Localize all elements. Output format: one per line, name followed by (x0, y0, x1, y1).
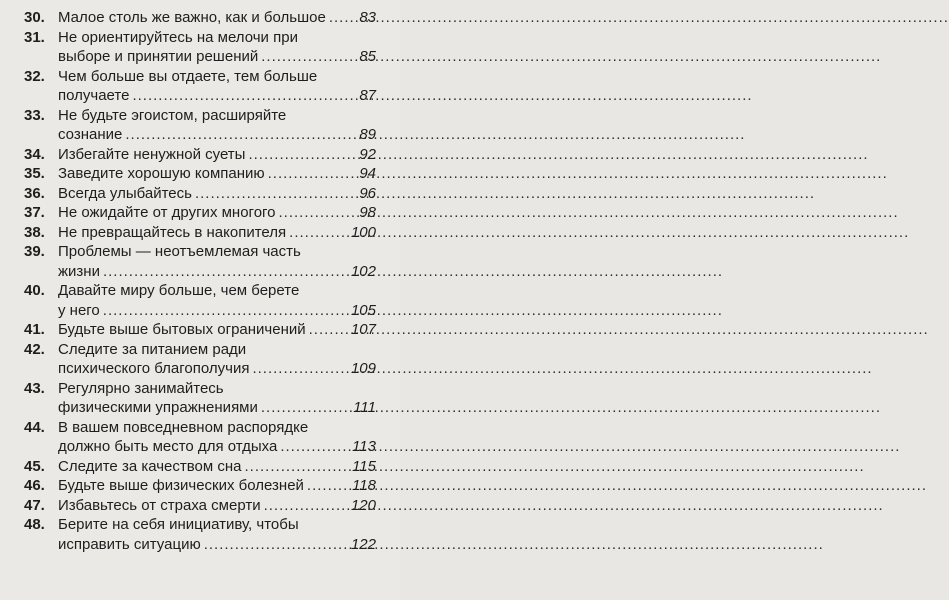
toc-entry-title: Чем больше вы отдаете, тем больше (58, 67, 318, 85)
toc-entry-line (58, 301, 376, 321)
toc-entry (24, 340, 376, 379)
toc-entry-line (58, 47, 376, 67)
toc-entry-line (58, 28, 376, 48)
toc-entry-number: 42. (24, 340, 45, 358)
toc-entry-title: Не ориентируйтесь на мелочи при (58, 28, 298, 46)
toc-entry-line (58, 515, 376, 535)
toc-entry-body (58, 164, 376, 184)
toc-dot-leader (261, 398, 351, 418)
toc-entry-title: В вашем повседневном распорядке (58, 418, 309, 436)
toc-entry-title: Избавьтесь от страха смерти (58, 496, 261, 514)
toc-dot-leader (248, 145, 357, 165)
toc-entry-number: 36. (24, 184, 45, 202)
toc-entry (24, 8, 376, 28)
toc-entry-title: должно быть место для отдыха (58, 438, 278, 455)
toc-entry-line (58, 184, 376, 204)
toc-page-number: 89 (359, 126, 376, 143)
toc-entry-body (58, 320, 376, 340)
toc-entry (24, 145, 376, 165)
toc-entry-body (58, 28, 376, 67)
toc-entry-body (58, 242, 376, 281)
toc-entry (24, 106, 376, 145)
toc-entry-title: выборе и принятии решений (58, 48, 259, 65)
toc-entry-line (58, 320, 376, 340)
toc-entry-line (58, 418, 376, 438)
toc-entry-title: Будьте выше физических болезней (58, 477, 304, 494)
toc-entry (24, 67, 376, 106)
toc-dot-leader (289, 223, 349, 243)
toc-entry-line (58, 86, 376, 106)
toc-entry-body (58, 457, 376, 477)
toc-page-number: 87 (359, 87, 376, 104)
toc-entry-number: 48. (24, 516, 45, 533)
toc-entry-number: 39. (24, 243, 45, 260)
toc-page-number: 100 (350, 223, 376, 241)
toc-entry-number: 37. (24, 204, 45, 221)
table-of-contents (24, 8, 376, 554)
toc-entry (24, 203, 376, 223)
toc-page-number: 83 (359, 9, 376, 26)
toc-entry-title: Проблемы — неотъемлемая часть (58, 243, 301, 260)
toc-entry-body (58, 223, 376, 243)
toc-entry-body (58, 8, 376, 28)
toc-entry-title: Всегда улыбайтесь (58, 184, 192, 202)
toc-entry (24, 281, 376, 320)
toc-entry-line (58, 145, 376, 165)
toc-entry (24, 476, 376, 496)
toc-entry-body (58, 515, 376, 554)
toc-entry-number: 35. (24, 165, 45, 182)
toc-entry-number: 46. (24, 477, 45, 494)
toc-entry-title: Регулярно занимайтесь (58, 379, 224, 397)
toc-entry-number: 47. (24, 496, 45, 514)
toc-entry-number: 31. (24, 28, 45, 46)
toc-entry-title: Следите за питанием ради (58, 340, 247, 358)
toc-entry (24, 184, 376, 204)
toc-entry-title: Избегайте ненужной суеты (58, 145, 246, 163)
toc-entry-title: жизни (58, 262, 100, 280)
toc-entry-number: 32. (24, 67, 45, 85)
toc-page-number: 96 (359, 184, 376, 202)
toc-dot-leader (307, 476, 350, 496)
toc-dot-leader (245, 457, 351, 477)
toc-entry-line (58, 223, 376, 243)
toc-page-number: 113 (352, 438, 376, 455)
toc-entry-line (58, 125, 376, 145)
toc-entry (24, 418, 376, 457)
toc-entry-body (58, 145, 376, 165)
toc-entry-title: Не будьте эгоистом, расширяйте (58, 106, 287, 124)
toc-entry-line (58, 359, 376, 379)
toc-entry-line (58, 535, 376, 555)
toc-entry-title: исправить ситуацию (58, 535, 201, 553)
toc-dot-leader (261, 47, 357, 67)
toc-entry-number: 33. (24, 106, 45, 124)
toc-entry (24, 457, 376, 477)
toc-entry-body (58, 203, 376, 223)
toc-dot-leader (279, 203, 358, 223)
toc-page-number: 115 (352, 457, 376, 475)
toc-page-number: 94 (359, 165, 376, 182)
toc-page-number: 118 (352, 477, 376, 494)
toc-entry-number: 38. (24, 223, 45, 241)
toc-entry-title: физическими упражнениями (58, 399, 258, 416)
toc-entry-line (58, 496, 376, 516)
toc-entry-body (58, 184, 376, 204)
toc-entry-number: 34. (24, 145, 45, 163)
toc-entry-body (58, 281, 376, 320)
toc-entry-line (58, 437, 376, 457)
toc-entry-line (58, 476, 376, 496)
toc-page-number: 111 (353, 399, 376, 416)
toc-dot-leader (125, 125, 357, 145)
toc-page-number: 120 (350, 496, 376, 514)
toc-dot-leader (329, 8, 358, 28)
toc-entry-line (58, 398, 376, 418)
toc-entry-body (58, 379, 376, 418)
toc-dot-leader (195, 184, 357, 204)
toc-entry-number: 41. (24, 321, 45, 338)
toc-entry-title: сознание (58, 126, 123, 143)
toc-entry-line (58, 457, 376, 477)
toc-page-number: 85 (359, 48, 376, 65)
toc-dot-leader (204, 535, 349, 555)
toc-dot-leader (252, 359, 349, 379)
toc-entry-body (58, 418, 376, 457)
toc-page-number: 102 (350, 262, 376, 280)
toc-entry-title: Не ожидайте от других многого (58, 204, 276, 221)
toc-entry-body (58, 106, 376, 145)
toc-entry-title: Будьте выше бытовых ограничений (58, 321, 306, 338)
toc-entry-title: Малое столь же важно, как и большое (58, 9, 326, 26)
toc-entry-line (58, 281, 376, 301)
toc-entry-line (58, 67, 376, 87)
toc-dot-leader (268, 164, 358, 184)
toc-entry-body (58, 476, 376, 496)
toc-entry-number: 44. (24, 418, 45, 436)
toc-page-number: 105 (350, 301, 376, 319)
toc-page-number: 109 (350, 360, 376, 377)
toc-entry-line (58, 8, 376, 28)
toc-entry-title: Заведите хорошую компанию (58, 165, 265, 182)
toc-entry-line (58, 106, 376, 126)
toc-dot-leader (280, 437, 350, 457)
toc-entry (24, 28, 376, 67)
toc-entry-title: Давайте миру больше, чем берете (58, 282, 300, 299)
toc-entry-title: у него (58, 301, 100, 319)
toc-entry-body (58, 496, 376, 516)
book-page (0, 0, 400, 600)
toc-entry-title: Берите на себя инициативу, чтобы (58, 516, 299, 533)
toc-entry-number: 45. (24, 457, 45, 475)
toc-page-number: 107 (350, 321, 376, 338)
toc-entry (24, 496, 376, 516)
toc-entry-line (58, 379, 376, 399)
toc-entry-title: психического благополучия (58, 360, 250, 377)
toc-entry-body (58, 340, 376, 379)
toc-page-number: 92 (359, 145, 376, 163)
toc-entry-line (58, 242, 376, 262)
toc-entry (24, 164, 376, 184)
toc-dot-leader (309, 320, 349, 340)
toc-entry-title: Не превращайтесь в накопителя (58, 223, 287, 241)
toc-entry (24, 379, 376, 418)
toc-entry-line (58, 203, 376, 223)
toc-entry-number: 40. (24, 282, 45, 299)
toc-entry-line (58, 340, 376, 360)
toc-page-number: 98 (359, 204, 376, 221)
toc-entry (24, 223, 376, 243)
toc-entry-title: Следите за качеством сна (58, 457, 242, 475)
toc-dot-leader (103, 301, 349, 321)
toc-dot-leader (103, 262, 349, 282)
toc-entry-line (58, 262, 376, 282)
toc-entry-number: 43. (24, 379, 45, 397)
toc-entry-body (58, 67, 376, 106)
toc-entry-line (58, 164, 376, 184)
toc-entry (24, 515, 376, 554)
toc-page-number: 122 (350, 535, 376, 553)
toc-entry (24, 320, 376, 340)
toc-dot-leader (132, 86, 357, 106)
toc-entry-number: 30. (24, 9, 45, 26)
toc-dot-leader (264, 496, 349, 516)
toc-entry-title: получаете (58, 87, 130, 104)
toc-entry (24, 242, 376, 281)
